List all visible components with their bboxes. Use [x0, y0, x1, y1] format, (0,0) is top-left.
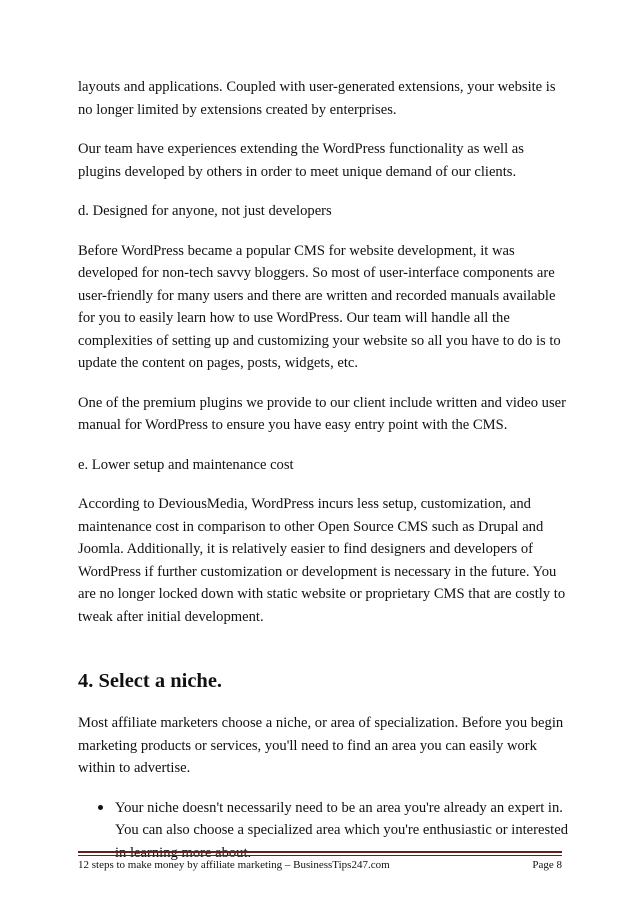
page-footer — [78, 858, 562, 872]
bullet-list — [78, 797, 568, 865]
footer-divider-thin — [78, 855, 562, 856]
subheading-d: d. Designed for anyone, not just developers — [78, 203, 332, 219]
page-content — [78, 76, 568, 864]
paragraph: layouts and applications. Coupled with user-generated extensions, your website is no longer limited by extensions created by enterprises. — [78, 79, 556, 118]
paragraph: One of the premium plugins we provide to our client include written and video user manual for WordPress to ensure you have easy entry point with the CMS. — [78, 394, 566, 433]
subheading-e: e. Lower setup and maintenance cost — [78, 456, 294, 473]
list-item-text: Your niche doesn't necessarily need to be an area you're already an expert in. You can also choose a specialized area which you're enthusiastic or interested — [115, 799, 568, 838]
footer-divider — [78, 851, 562, 853]
footer-title: 12 steps to make money by affiliate marketing – BusinessTips247.com — [78, 859, 390, 871]
bullet-icon — [98, 805, 103, 810]
paragraph: Before WordPress became a popular CMS for website development, it was developed for non-tech savvy bloggers. So most of user-interface components are user-friendly for many users and there are written and recorded manuals available for you to easily learn how to use WordPress. Our team will handle all the complexities of setting up and customizing your website so all you have to do is to update the content on pages, posts, widgets, etc. — [78, 242, 561, 371]
paragraph: According to DeviousMedia, WordPress incurs less setup, customization, and maintenance cost in comparison to other Open Source CMS such as Drupal and Joomla. Additionally, it is relatively easier to find designers and developers of WordPress if further customization or development is necessary in the future. You are no longer locked down with static website or proprietary CMS that are costly to tweak after initial development. — [78, 496, 566, 625]
page-number: Page 8 — [532, 859, 562, 871]
section-intro: Most affiliate marketers choose a niche, or area of specialization. Before you begin marketing products or services, you'll need to find an area you can easily work within to advertise. — [78, 715, 564, 776]
paragraph: Our team have experiences extending the WordPress functionality as well as plugins developed by others in order to meet unique demand of our clients. — [78, 141, 524, 180]
list-item — [78, 797, 568, 865]
section-heading: 4. Select a niche. — [78, 670, 223, 692]
